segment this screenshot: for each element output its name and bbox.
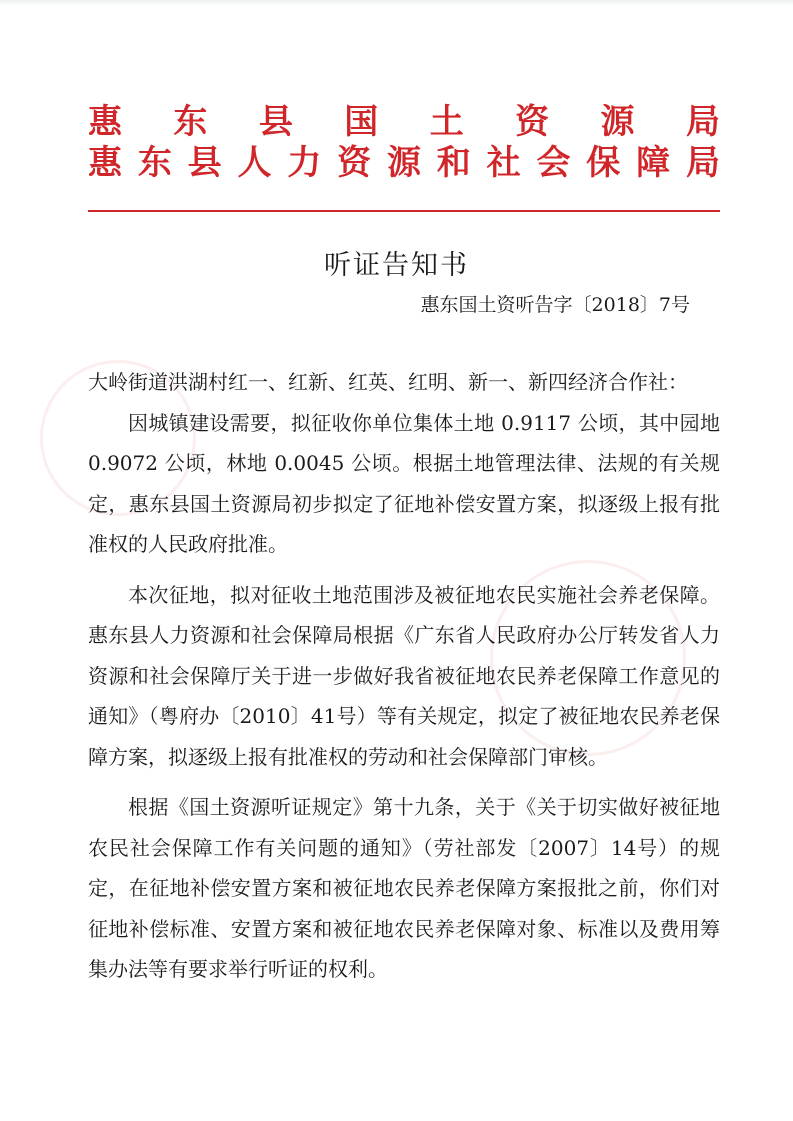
salutation: 大岭街道洪湖村红一、红新、红英、红明、新一、新四经济合作社： [88, 370, 688, 394]
issuer-char: 力 [287, 143, 322, 183]
issuer-char: 资 [515, 102, 550, 142]
document-body [88, 362, 720, 990]
issuer-char: 东 [137, 143, 172, 183]
issuer-char: 惠 [88, 143, 122, 183]
issuer-char: 土 [429, 102, 464, 142]
issuer-char: 社 [486, 143, 521, 183]
issuer-char: 源 [386, 143, 421, 183]
body-paragraph: 因城镇建设需要，拟征收你单位集体土地 0.9117 公顷，其中园地 0.9072 公顷，林地 0.0045 公顷。根据土地管理法律、法规的有关规定，惠东县国土资源局初步拟定了征地补偿安置方案，拟逐级上报有批准权的人民政府批准。 [88, 410, 720, 556]
issuer-line-2 [88, 143, 720, 183]
issuer-char: 源 [600, 102, 635, 142]
issuer-char: 局 [685, 102, 720, 142]
issuer-char: 惠 [88, 102, 122, 142]
issuer-char: 人 [237, 143, 272, 183]
issuer-char: 局 [685, 143, 720, 183]
issuer-char: 会 [536, 143, 571, 183]
body-paragraph: 本次征地，拟对征收土地范围涉及被征地农民实施社会养老保障。惠东县人力资源和社会保障局根据《广东省人民政府办公厅转发省人力资源和社会保障厅关于进一步做好我省被征地农民养老保障工作意见的通知》（粤府办〔2010〕41号）等有关规定，拟定了被征地农民养老保障方案，拟逐级上报有批准权的劳动和社会保障部门审核。 [88, 582, 720, 769]
scan-edge [0, 0, 793, 6]
issuer-char: 障 [636, 143, 671, 183]
document-title: 听证告知书 [324, 250, 469, 281]
issuer-char: 县 [258, 102, 293, 142]
issuer-char: 县 [187, 143, 222, 183]
issuer-char: 和 [436, 143, 471, 183]
document-number: 惠东国土资听告字〔2018〕7号 [420, 294, 690, 316]
issuer-char: 国 [344, 102, 379, 142]
issuer-char: 保 [586, 143, 621, 183]
body-paragraph: 根据《国土资源听证规定》第十九条，关于《关于切实做好被征地农民社会保障工作有关问题的通知》（劳社部发〔2007〕14号）的规定，在征地补偿安置方案和被征地农民养老保障方案报批之前，你们对征地补偿标准、安置方案和被征地农民养老保障对象、标准以及费用筹集办法等有要求举行听证的权利。 [88, 795, 720, 981]
issuer-char: 东 [173, 102, 208, 142]
issuer-char: 资 [337, 143, 372, 183]
issuer-line-1 [88, 102, 720, 142]
red-divider-line [88, 210, 720, 212]
